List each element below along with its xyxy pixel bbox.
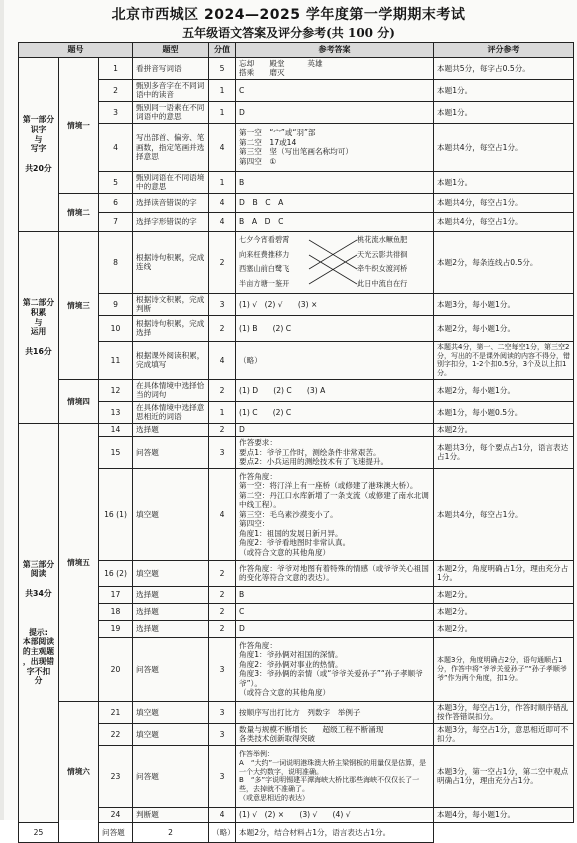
rubric-cell: 本题1分。 xyxy=(434,101,574,123)
question-number: 2 xyxy=(99,79,133,101)
table-row xyxy=(19,58,574,80)
question-score: 4 xyxy=(209,341,236,379)
question-score: 2 xyxy=(209,603,236,620)
answer-cell: 数量与规模不断增长 超级工程不断涌现 各类技术创新取得突破 xyxy=(236,723,434,745)
question-number: 16 (1) xyxy=(99,468,133,560)
question-score: 4 xyxy=(209,807,236,822)
table-row xyxy=(19,560,574,586)
situation-4: 情境四 xyxy=(59,379,99,423)
rubric-cell: 本题1分。 xyxy=(434,171,574,193)
answer-cell: C xyxy=(236,79,434,101)
poem-matching xyxy=(239,233,430,291)
reading-tip: 提示: 本部阅读 的主观题 ，出现错 字不扣 分 xyxy=(22,627,55,686)
answer-cell: B xyxy=(236,586,434,603)
answer-cell: 作答要求： 要点1：爷爷工作时，测绘条件非常艰苦。 要点2：小兵运用的测绘技术有了飞速提升。 xyxy=(236,436,434,468)
matching-left-item: 向来枉费推移力 xyxy=(239,249,290,259)
question-number: 18 xyxy=(99,603,133,620)
table-row xyxy=(19,807,574,822)
question-type: 在具体情境中选择意思相近的词语 xyxy=(133,401,209,423)
table-header-row xyxy=(19,43,574,58)
answer-cell: (1) √ (2) √ (3) × xyxy=(236,293,434,315)
question-number: 16 (2) xyxy=(99,560,133,586)
column-header-rubric: 评分参考 xyxy=(434,43,574,58)
document-subtitle: 五年级语文答案及评分参考(共 100 分) xyxy=(182,26,395,40)
answer-cell: 第一空 “宀”或“羽”部 第二空 17或14 第三空 坚（写出笔画名称均可） 第四空 ① xyxy=(236,123,434,171)
question-type: 问答题 xyxy=(99,822,133,842)
situation-3: 情境三 xyxy=(59,231,99,379)
matching-left-item: 西塞山前白鹭飞 xyxy=(239,264,290,274)
answer-cell: B A D C xyxy=(236,212,434,231)
question-type: 选择读音错误的字 xyxy=(133,193,209,212)
question-score: 2 xyxy=(209,560,236,586)
rubric-cell: 本题2分，角度明确占1分，理由充分占1分。 xyxy=(434,560,574,586)
situation-2: 情境二 xyxy=(59,193,99,231)
table-row xyxy=(19,436,574,468)
answer-table xyxy=(18,42,574,843)
question-number: 11 xyxy=(99,341,133,379)
answer-cell: D B C A xyxy=(236,193,434,212)
document-title: 北京市西城区 2024—2025 学年度第一学期期末考试 xyxy=(111,7,466,23)
question-type: 选择题 xyxy=(133,423,209,436)
question-type: 甄别同一语素在不同词语中的意思 xyxy=(133,101,209,123)
question-score: 1 xyxy=(209,401,236,423)
answer-cell: (1) C (2) C xyxy=(236,401,434,423)
answer-cell: (1) D (2) C (3) A xyxy=(236,379,434,401)
rubric-cell: 本题4分，每小题1分。 xyxy=(434,807,574,822)
question-score: 2 xyxy=(209,379,236,401)
table-row xyxy=(19,123,574,171)
situation-5: 情境五 xyxy=(59,423,99,701)
question-number: 6 xyxy=(99,193,133,212)
situation-1: 情境一 xyxy=(59,58,99,194)
table-row xyxy=(19,79,574,101)
rubric-cell: 本题共3分，每个要点占1分，语言表达占1分。 xyxy=(434,436,574,468)
rubric-cell: 本题3分，每空占1分，作答时顺序错乱按作答错误扣分。 xyxy=(434,701,574,723)
answer-cell: 作答角度： 角度1：爷孙俩对祖国的深情。 角度2：爷孙俩对事业的热情。 角度3：爷孙俩的亲情（或“爷爷关爱孙子”“孙子孝顺爷爷”）。 （或符合文意的其他角度） xyxy=(236,637,434,701)
page-shadow xyxy=(0,0,4,820)
table-row xyxy=(19,315,574,341)
question-type: 根据诗句积累，完成选择 xyxy=(133,315,209,341)
question-number: 8 xyxy=(99,231,133,293)
table-row xyxy=(19,723,574,745)
table-row xyxy=(19,212,574,231)
matching-right-item: 桃花流水鳜鱼肥 xyxy=(357,235,408,245)
answer-cell: （略） xyxy=(236,341,434,379)
matching-right-item: 天光云影共徘徊 xyxy=(357,249,408,259)
question-type: 根据诗文积累，完成判断 xyxy=(133,293,209,315)
column-header-type: 题型 xyxy=(133,43,209,58)
question-number: 10 xyxy=(99,315,133,341)
question-type: 填空题 xyxy=(133,701,209,723)
question-score: 2 xyxy=(209,586,236,603)
table-row xyxy=(19,637,574,701)
part-3-label: 第三部分 阅读 共34分 提示: 本部阅读 的主观题 ，出现错 字不扣 分 xyxy=(19,423,59,822)
table-row xyxy=(19,293,574,315)
question-score: 4 xyxy=(209,123,236,171)
question-score: 1 xyxy=(209,171,236,193)
question-score: 2 xyxy=(209,315,236,341)
question-number: 7 xyxy=(99,212,133,231)
table-row xyxy=(19,586,574,603)
table-row xyxy=(19,468,574,560)
question-score: 2 xyxy=(209,231,236,293)
table-row xyxy=(19,341,574,379)
rubric-cell: 本题3分，角度明确占2分，语句通顺占1分，作答中将“爷爷关爱孙子”“孙子孝顺爷爷”作为两个角度，扣1分。 xyxy=(434,637,574,701)
situation-6: 情境六 xyxy=(59,701,99,842)
table-row xyxy=(19,620,574,637)
answer-cell: （略） xyxy=(209,822,236,842)
question-score: 2 xyxy=(209,620,236,637)
answer-cell: C xyxy=(236,603,434,620)
rubric-cell: 本题共5分，每字占0.5分。 xyxy=(434,58,574,80)
question-number: 20 xyxy=(99,637,133,701)
rubric-cell: 本题3分，每小题1分。 xyxy=(434,293,574,315)
question-number: 13 xyxy=(99,401,133,423)
table-row xyxy=(19,423,574,436)
rubric-cell: 本题2分，结合材料占1分，语言表达占1分。 xyxy=(236,822,434,842)
question-score: 3 xyxy=(209,637,236,701)
question-number: 22 xyxy=(99,723,133,745)
question-score: 3 xyxy=(209,293,236,315)
answer-cell: D xyxy=(236,101,434,123)
rubric-cell: 本题2分，每条连线占0.5分。 xyxy=(434,231,574,293)
question-type: 填空题 xyxy=(133,723,209,745)
rubric-cell: 本题共4分，每空占1分。 xyxy=(434,193,574,212)
question-score: 3 xyxy=(209,701,236,723)
answer-cell: (1) B (2) C xyxy=(236,315,434,341)
answer-cell: 作答举例： A “大约”一词说明港珠澳大桥主梁钢板的用量仅是估算，是一个大约数字，说明准确。 B “多”字说明锡建平潭海峡大桥比那些海峡不仅仅长了一些，去掉就不准确了。 （或意思相近的表达） xyxy=(236,745,434,807)
rubric-cell: 本题1分。 xyxy=(434,79,574,101)
table-row xyxy=(19,745,574,807)
question-type: 选择字形错误的字 xyxy=(133,212,209,231)
matching-left-column xyxy=(239,233,289,291)
column-header-number: 题号 xyxy=(19,43,133,58)
question-number: 9 xyxy=(99,293,133,315)
question-type: 选择题 xyxy=(133,603,209,620)
question-score: 2 xyxy=(133,822,209,842)
question-number: 23 xyxy=(99,745,133,807)
rubric-cell: 本题2分。 xyxy=(434,586,574,603)
table-row xyxy=(19,231,574,293)
table-row xyxy=(19,379,574,401)
question-score: 2 xyxy=(209,423,236,436)
rubric-cell: 本题1分，每小题0.5分。 xyxy=(434,401,574,423)
matching-left-item: 七夕今宵看碧霄 xyxy=(239,235,290,245)
rubric-cell: 本题2分。 xyxy=(434,423,574,436)
question-type: 在具体情境中选择恰当的词句 xyxy=(133,379,209,401)
question-score: 4 xyxy=(209,212,236,231)
question-number: 4 xyxy=(99,123,133,171)
question-score: 4 xyxy=(209,468,236,560)
question-score: 4 xyxy=(209,193,236,212)
answer-cell: B xyxy=(236,171,434,193)
question-score: 1 xyxy=(209,79,236,101)
rubric-cell: 本题2分，每小题1分。 xyxy=(434,379,574,401)
rubric-cell: 本题共4分，每空占1分。 xyxy=(434,468,574,560)
question-score: 5 xyxy=(209,58,236,80)
question-type: 甄别多音字在不同词语中的读音 xyxy=(133,79,209,101)
question-type: 问答题 xyxy=(133,745,209,807)
question-type: 选择题 xyxy=(133,620,209,637)
question-type: 问答题 xyxy=(133,436,209,468)
column-header-answer: 参考答案 xyxy=(236,43,434,58)
rubric-cell: 本题共4分，第一、二空每空1分，第三空2分，写出的不是课外阅读的内容不得分，错别字扣分，1-2个扣0.5分，3个及以上扣1分。 xyxy=(434,341,574,379)
question-type: 填空题 xyxy=(133,468,209,560)
question-score: 3 xyxy=(209,436,236,468)
matching-right-item: 此日中流自在行 xyxy=(357,278,408,288)
question-score: 3 xyxy=(209,723,236,745)
question-number: 5 xyxy=(99,171,133,193)
answer-cell: 忘却 殿堂 英雄 搭乘 磨灭 xyxy=(236,58,434,80)
answer-cell: 按顺序写出打比方 列数字 举例子 xyxy=(236,701,434,723)
table-row xyxy=(19,401,574,423)
question-type: 问答题 xyxy=(133,637,209,701)
rubric-cell: 本题2分，每小题1分。 xyxy=(434,315,574,341)
rubric-cell: 本题共4分，每空占1分。 xyxy=(434,123,574,171)
question-type: 填空题 xyxy=(133,560,209,586)
question-type: 写出部首、偏旁、笔画数，指定笔画并选择意思 xyxy=(133,123,209,171)
question-number: 12 xyxy=(99,379,133,401)
question-score: 3 xyxy=(209,745,236,807)
question-type: 选择题 xyxy=(133,586,209,603)
answer-cell: D xyxy=(236,620,434,637)
question-type: 判断题 xyxy=(133,807,209,822)
question-number: 24 xyxy=(99,807,133,822)
part-1-label: 第一部分 识字 与 写字 共20分 xyxy=(19,58,59,232)
answer-cell xyxy=(236,231,434,293)
answer-cell: 作答角度：爷爷对地图有着特殊的情感（或爷爷关心祖国的变化等符合文意的表达）。 xyxy=(236,560,434,586)
question-number: 25 xyxy=(19,822,59,842)
question-type: 根据诗句积累，完成连线 xyxy=(133,231,209,293)
matching-lines xyxy=(309,233,357,291)
question-number: 17 xyxy=(99,586,133,603)
matching-left-item: 半亩方塘一鉴开 xyxy=(239,278,290,288)
question-number: 3 xyxy=(99,101,133,123)
table-row xyxy=(19,701,574,723)
question-type: 甄别词语在不同语境中的意思 xyxy=(133,171,209,193)
table-row xyxy=(19,603,574,620)
answer-cell: 作答角度： 第一空：将汀洋上有一座桥（或修建了港珠澳大桥）。 第二空：丹江口水库新增了一条支流（或修建了南水北调中线工程）。 第三空：毛乌素沙漠变小了。 第四空： 角度1：祖国的发展日新月异。 角度2：爷爷看地图时非常认真。 （或符合文意的其他角度） xyxy=(236,468,434,560)
rubric-cell: 本题3分，每空占1分，意思相近即可不扣分。 xyxy=(434,723,574,745)
question-number: 21 xyxy=(99,701,133,723)
table-row xyxy=(19,101,574,123)
table-row xyxy=(19,171,574,193)
question-type: 根据课外阅读积累，完成填写 xyxy=(133,341,209,379)
matching-right-item: 牵牛织女渡河桥 xyxy=(357,264,408,274)
part-2-label: 第二部分 积累 与 运用 共16分 xyxy=(19,231,59,423)
question-number: 1 xyxy=(99,58,133,80)
rubric-cell: 本题2分。 xyxy=(434,603,574,620)
answer-cell: D xyxy=(236,423,434,436)
table-row xyxy=(19,193,574,212)
question-number: 19 xyxy=(99,620,133,637)
matching-right-column xyxy=(357,233,407,291)
rubric-cell: 本题3分，第一空占1分，第二空中观点明确占1分，理由充分占1分。 xyxy=(434,745,574,807)
table-row xyxy=(19,822,574,842)
column-header-score: 分值 xyxy=(209,43,236,58)
question-number: 15 xyxy=(99,436,133,468)
rubric-cell: 本题共4分，每空占1分。 xyxy=(434,212,574,231)
question-score: 1 xyxy=(209,101,236,123)
answer-cell: (1) √ (2) × (3) √ (4) √ xyxy=(236,807,434,822)
question-number: 14 xyxy=(99,423,133,436)
question-type: 看拼音写词语 xyxy=(133,58,209,80)
rubric-cell: 本题2分。 xyxy=(434,620,574,637)
